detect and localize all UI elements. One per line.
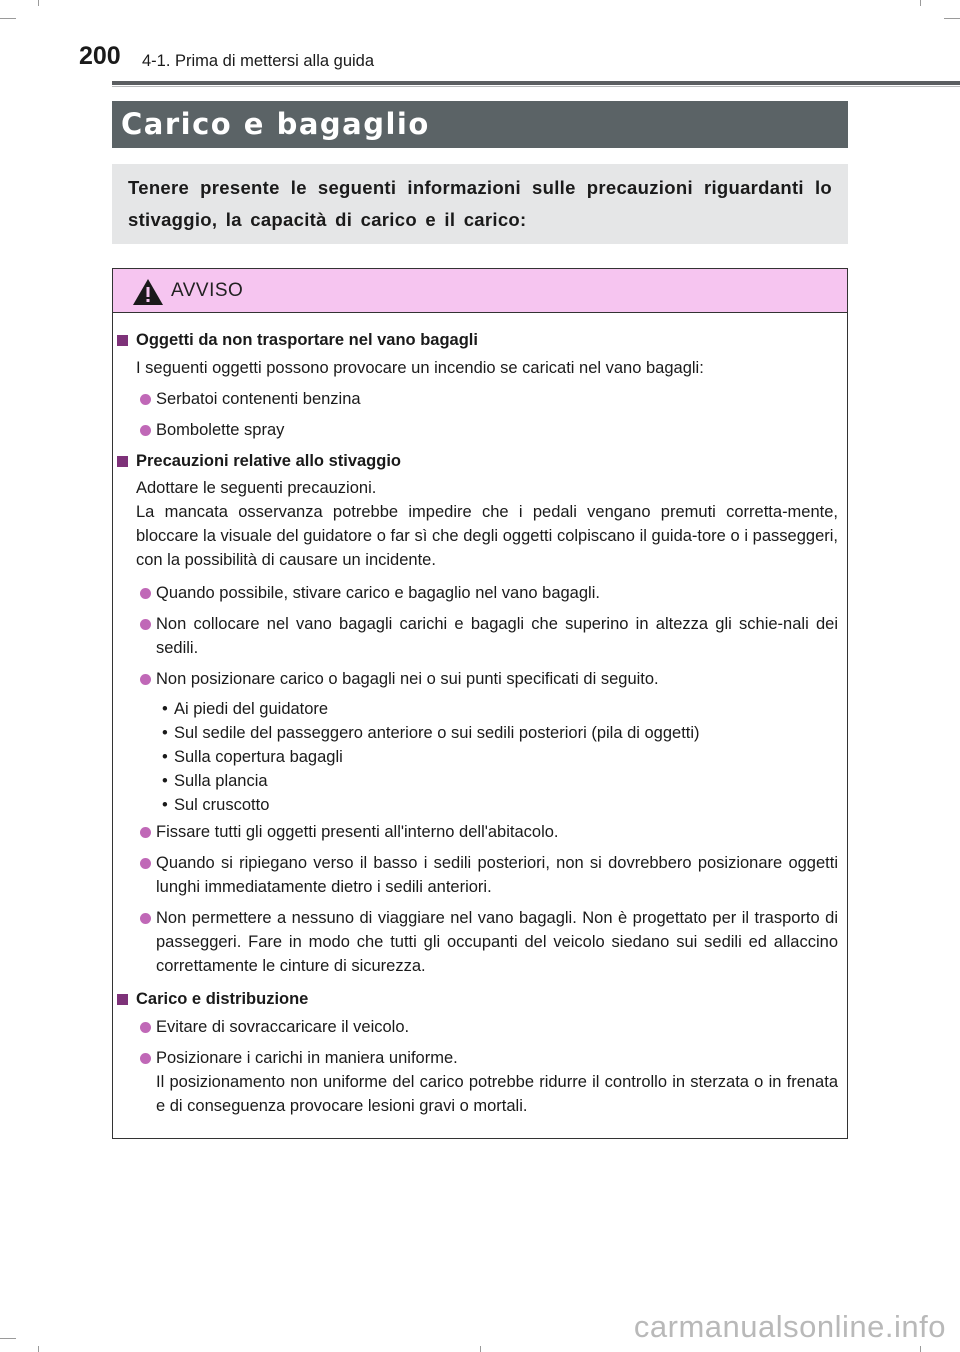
circle-bullet-icon (140, 913, 151, 924)
crop-mark (944, 18, 960, 19)
circle-bullet-icon (140, 858, 151, 869)
warning-header (113, 269, 847, 313)
circle-bullet-icon (140, 619, 151, 630)
intro-box: Tenere presente le seguenti informazioni sulle precauzioni riguardanti lo stivaggio, la capacità di carico e il carico: (112, 164, 848, 244)
section-text: I seguenti oggetti possono provocare un incendio se caricati nel vano bagagli: (136, 359, 704, 377)
square-bullet-icon (117, 994, 128, 1005)
page-title: Carico e bagaglio (112, 101, 848, 148)
crop-mark (38, 1346, 39, 1352)
section-text: La mancata osservanza potrebbe impedire che i pedali vengano premuti corretta-mente, bloccare la visuale del guidatore o far sì che degli oggetti colpiscano il guida-tore o i passeggeri, con la possibilità di causare un incidente. (136, 503, 838, 569)
square-bullet-icon (117, 335, 128, 346)
list-item-extra: Il posizionamento non uniforme del carico potrebbe ridurre il controllo in sterzata o in frenata e di conseguenza provocare lesioni gravi o mortali. (156, 1073, 838, 1115)
circle-bullet-icon (140, 425, 151, 436)
crop-mark (0, 18, 16, 19)
circle-bullet-icon (140, 394, 151, 405)
header-rule-thin (112, 86, 960, 87)
circle-bullet-icon (140, 1053, 151, 1064)
crop-mark (920, 0, 921, 6)
footer-watermark: carmanualsonline.info (633, 1309, 946, 1344)
section-text: Adottare le seguenti precauzioni. (136, 479, 377, 497)
warning-box: AVVISO Oggetti da non trasportare nel vano bagagli I seguenti oggetti possono provocare un incendio se caricati nel vano bagagli: Serbatoi contenenti benzina Bombolette spray Precauzioni relative allo stivaggio Adottare le seguenti precauzioni. La mancata osservanza potrebbe impedire che i pedali vengano premuti corretta-mente, bloccare la visuale del guidatore o far sì che degli oggetti colpiscano il guida-tore o i passeggeri, con la possibilità di causare un incidente. Quando possibile, stivare carico e bagaglio nel vano bagagli. Non collocare nel vano bagagli carichi e bagagli che superino in altezza gli schie-nali dei sedili. Non posizionare carico o bagagli nei o sui punti specificati di seguito. • Ai piedi del guidatore • Sul sedile del passeggero anteriore o sui sedili posteriori (pila di oggetti) • Sulla copertura bagagli • Sulla plancia • Sul cruscotto Fissare tutti gli oggetti presenti all'interno dell'abitacolo. Quando si ripiegano verso il basso i sedili posteriori, non si dovrebbero posizionare oggetti lunghi immediatamente dietro i sedili anteriori. Non permettere a nessuno di viaggiare nel vano bagagli. Non è progettato per il trasporto di passeggeri. Fare in modo che tutti gli occupanti del veicolo siedano sui sedili ed allaccino correttamente le cinture di sicurezza. Carico e distribuzione Evitare di sovraccaricare il veicolo. Posizionare i carichi in maniera uniforme. Il posizionamento non uniforme del carico potrebbe ridurre il controllo in sterzata o in frenata e di conseguenza provocare lesioni gravi o mortali. (112, 268, 848, 1139)
circle-bullet-icon (140, 827, 151, 838)
crop-mark (0, 1338, 16, 1339)
warning-label: AVVISO (171, 280, 244, 301)
crop-mark (38, 0, 39, 6)
crop-mark (480, 1346, 481, 1352)
section-title: 4-1. Prima di mettersi alla guida (142, 52, 375, 70)
circle-bullet-icon (140, 674, 151, 685)
square-bullet-icon (117, 456, 128, 467)
circle-bullet-icon (140, 588, 151, 599)
header-rule (112, 81, 960, 85)
page-number: 200 (79, 42, 121, 70)
warning-triangle-icon (132, 278, 164, 306)
circle-bullet-icon (140, 1022, 151, 1033)
crop-mark (920, 1346, 921, 1352)
